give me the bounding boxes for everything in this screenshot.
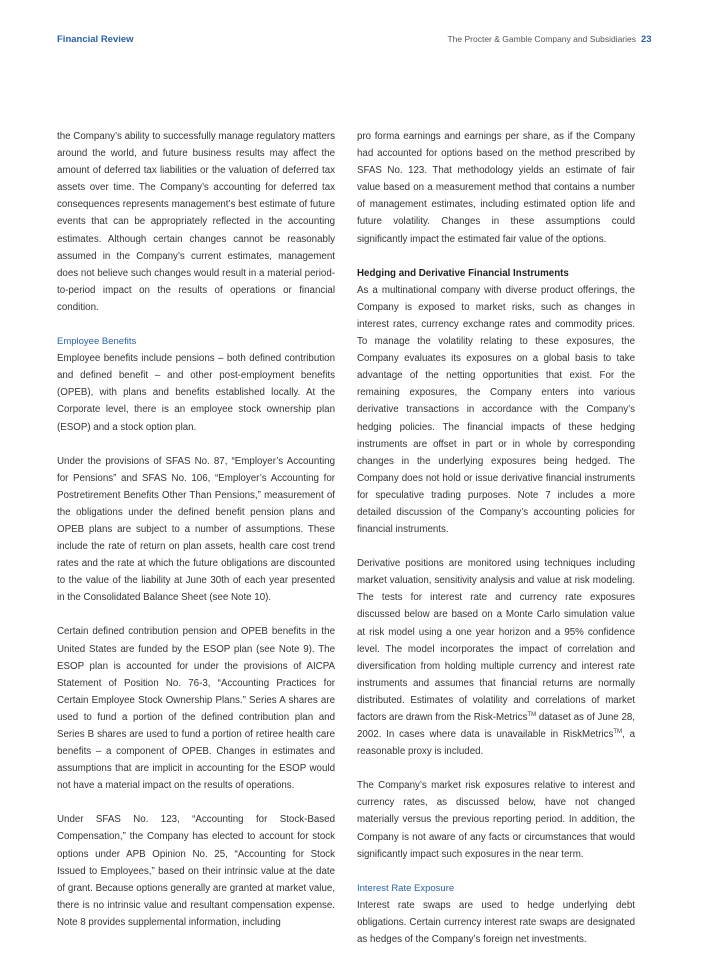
page-number: 23: [641, 34, 652, 45]
paragraph: Under the provisions of SFAS No. 87, “Employer’s Accounting for Pensions” and SFAS No. 106, “Employer’s Accounting for Postretirement Benefits Other Than Pensions,” measurement of the obligations under the defined benefit pension plans and OPEB plans are subject to a number of assumptions. These include the rate of return on plan assets, health care cost trend rates and the rate at which the future obligations are discounted to the value of the liability at June 30th of each year presented in the Consolidated Balance Sheet (see Note 10).: [57, 455, 335, 604]
text-fragment: , a reasonable proxy is included.: [357, 729, 635, 758]
left-column: [57, 128, 335, 948]
paragraph: Employee benefits include pensions – both defined contribution and defined benefit – and other post-employment benefits (OPEB), with plans and benefits established locally. At the Corporate level, there is an employee stock ownership plan (ESOP) and a stock option plan.: [57, 353, 335, 433]
hedging-section: [357, 265, 635, 539]
paragraph: Certain defined contribution pension and OPEB benefits in the United States are funded by the ESOP plan (see Note 9). The ESOP plan is accounted for under the provisions of AICPA Statement of Position No. 76-3, “Accounting Practices for Certain Employee Stock Ownership Plans.” Series A shares are used to fund a portion of the defined contribution plan and Series B shares are used to fund a portion of retiree health care benefits – a component of OPEB. Changes in estimates and assumptions that are implicit in accounting for the ESOP would not have a material impact on the results of operations.: [57, 626, 335, 792]
paragraph: Interest rate swaps are used to hedge underlying debt obligations. Certain currency interest rate swaps are designated as hedges of the Company’s foreign net investments.: [357, 899, 635, 946]
interest-rate-heading: Interest Rate Exposure: [357, 882, 455, 894]
paragraph: the Company’s ability to successfully manage regulatory matters around the world, and future business results may affect the amount of deferred tax liabilities or the valuation of deferred tax assets over time. The Company’s accounting for deferred tax consequences represents management’s best estimate of future events that can be appropriately reflected in the accounting estimates. Although certain changes cannot be reasonably assumed in the Company’s current estimates, management does not believe such changes would result in a material period-to-period impact on the results of operations or financial condition.: [57, 131, 335, 313]
right-column: [357, 128, 635, 965]
interest-rate-section: [357, 880, 635, 948]
paragraph: [357, 555, 635, 760]
employee-benefits-section: [57, 333, 335, 436]
text-fragment: Derivative positions are monitored using techniques including market valuation, sensitivity analysis and value at risk modeling. The tests for interest rate and currency rate exposures discussed below are based on a Monte Carlo simulation value at risk model using a one year horizon and a 95% confidence level. The model incorporates the impact of correlation and diversification from holding multiple currency and interest rate instruments and assumes that financial returns are normally distributed. Estimates of volatility and correlations of market factors are drawn from the Risk-Metrics: [357, 558, 635, 723]
paragraph: As a multinational company with diverse product offerings, the Company is exposed to market risks, such as changes in interest rates, currency exchange rates and commodity prices. To manage the volatility relating to these exposures, the Company evaluates its exposures on a global basis to take advantage of the netting opportunities that exist. For the remaining exposures, the Company enters into various derivative transactions in accordance with the Company’s hedging policies. The financial impacts of these hedging instruments are offset in part or in whole by corresponding changes in the underlying exposures being hedged. The Company does not hold or issue derivative financial instruments for speculative trading purposes. Note 7 includes a more detailed discussion of the Company’s accounting policies for financial instruments.: [357, 284, 635, 536]
text-fragment: dataset as of June 28, 2002. In cases where data is unavailable in RiskMetrics: [357, 712, 635, 741]
trademark-mark: TM: [613, 728, 623, 735]
trademark-mark: TM: [527, 711, 537, 718]
company-name: The Procter & Gamble Company and Subsidiaries: [447, 34, 636, 44]
hedging-heading: Hedging and Derivative Financial Instruments: [357, 267, 569, 279]
paragraph: pro forma earnings and earnings per share, as if the Company had accounted for options based on the method prescribed by SFAS No. 123. That methodology yields an estimate of fair value based on a measurement method that contains a number of management estimates, including estimated option life and future volatility. Changes in these assumptions could significantly impact the estimated fair value of the options.: [357, 131, 635, 245]
paragraph: Under SFAS No. 123, “Accounting for Stock-Based Compensation,” the Company has elected to account for stock options under APB Opinion No. 25, “Accounting for Stock Issued to Employees,” based on their intrinsic value at the date of grant. Because options generally are granted at market value, there is no intrinsic value and resultant compensation expense. Note 8 provides supplemental information, including: [57, 814, 335, 928]
paragraph: The Company’s market risk exposures relative to interest and currency rates, as discussed below, have not changed materially versus the previous reporting period. In addition, the Company is not aware of any facts or circumstances that would significantly impact such exposures in the near term.: [357, 780, 635, 860]
section-title: Financial Review: [57, 34, 134, 45]
employee-benefits-heading: Employee Benefits: [57, 336, 137, 348]
